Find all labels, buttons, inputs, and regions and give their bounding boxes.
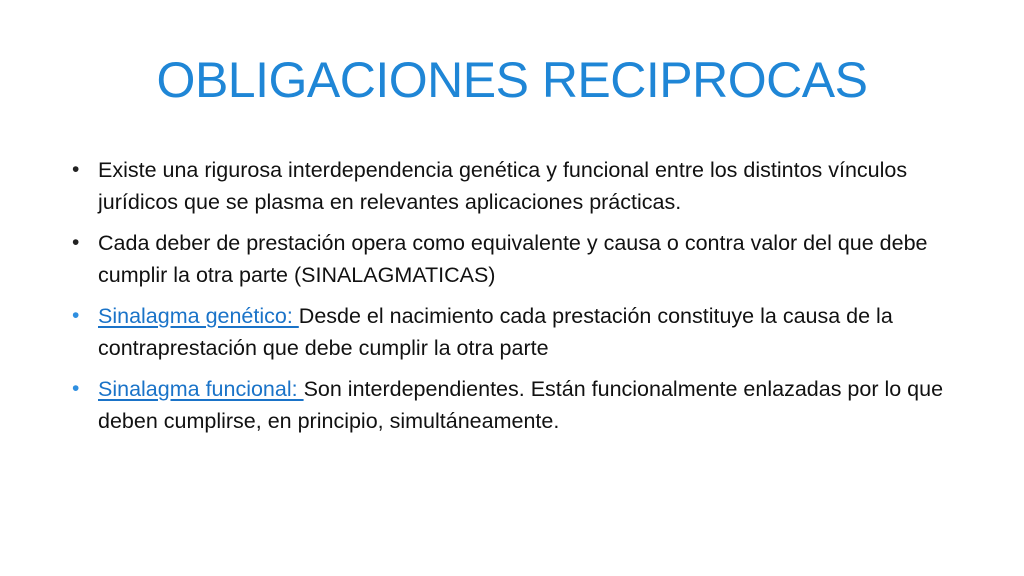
bullet-icon: • bbox=[72, 158, 80, 181]
bullet-text: Desde el nacimiento cada prestación constituye la causa de la contraprestación que debe cumplir la otra parte bbox=[98, 304, 893, 360]
bullet-icon: • bbox=[72, 304, 80, 327]
bullet-item bbox=[72, 300, 952, 364]
bullet-text: Cada deber de prestación opera como equivalente y causa o contra valor del que debe cumplir la otra parte (SINALAGMATICAS) bbox=[98, 231, 928, 287]
bullet-item bbox=[72, 373, 952, 437]
bullet-text: Son interdependientes. Están funcionalmente enlazadas por lo que deben cumplirse, en principio, simultáneamente. bbox=[98, 377, 944, 433]
slide-title: OBLIGACIONES RECIPROCAS bbox=[156, 52, 868, 108]
term-sinalagma-genetico: Sinalagma genético: bbox=[98, 304, 299, 328]
bullet-text: Existe una rigurosa interdependencia genética y funcional entre los distintos vínculos jurídicos que se plasma en relevantes aplicaciones prácticas. bbox=[98, 158, 908, 214]
bullet-icon: • bbox=[72, 231, 80, 254]
bullet-list bbox=[72, 154, 952, 446]
bullet-item bbox=[72, 227, 952, 291]
bullet-item bbox=[72, 154, 952, 218]
bullet-icon: • bbox=[72, 377, 80, 400]
term-sinalagma-funcional: Sinalagma funcional: bbox=[98, 377, 304, 401]
